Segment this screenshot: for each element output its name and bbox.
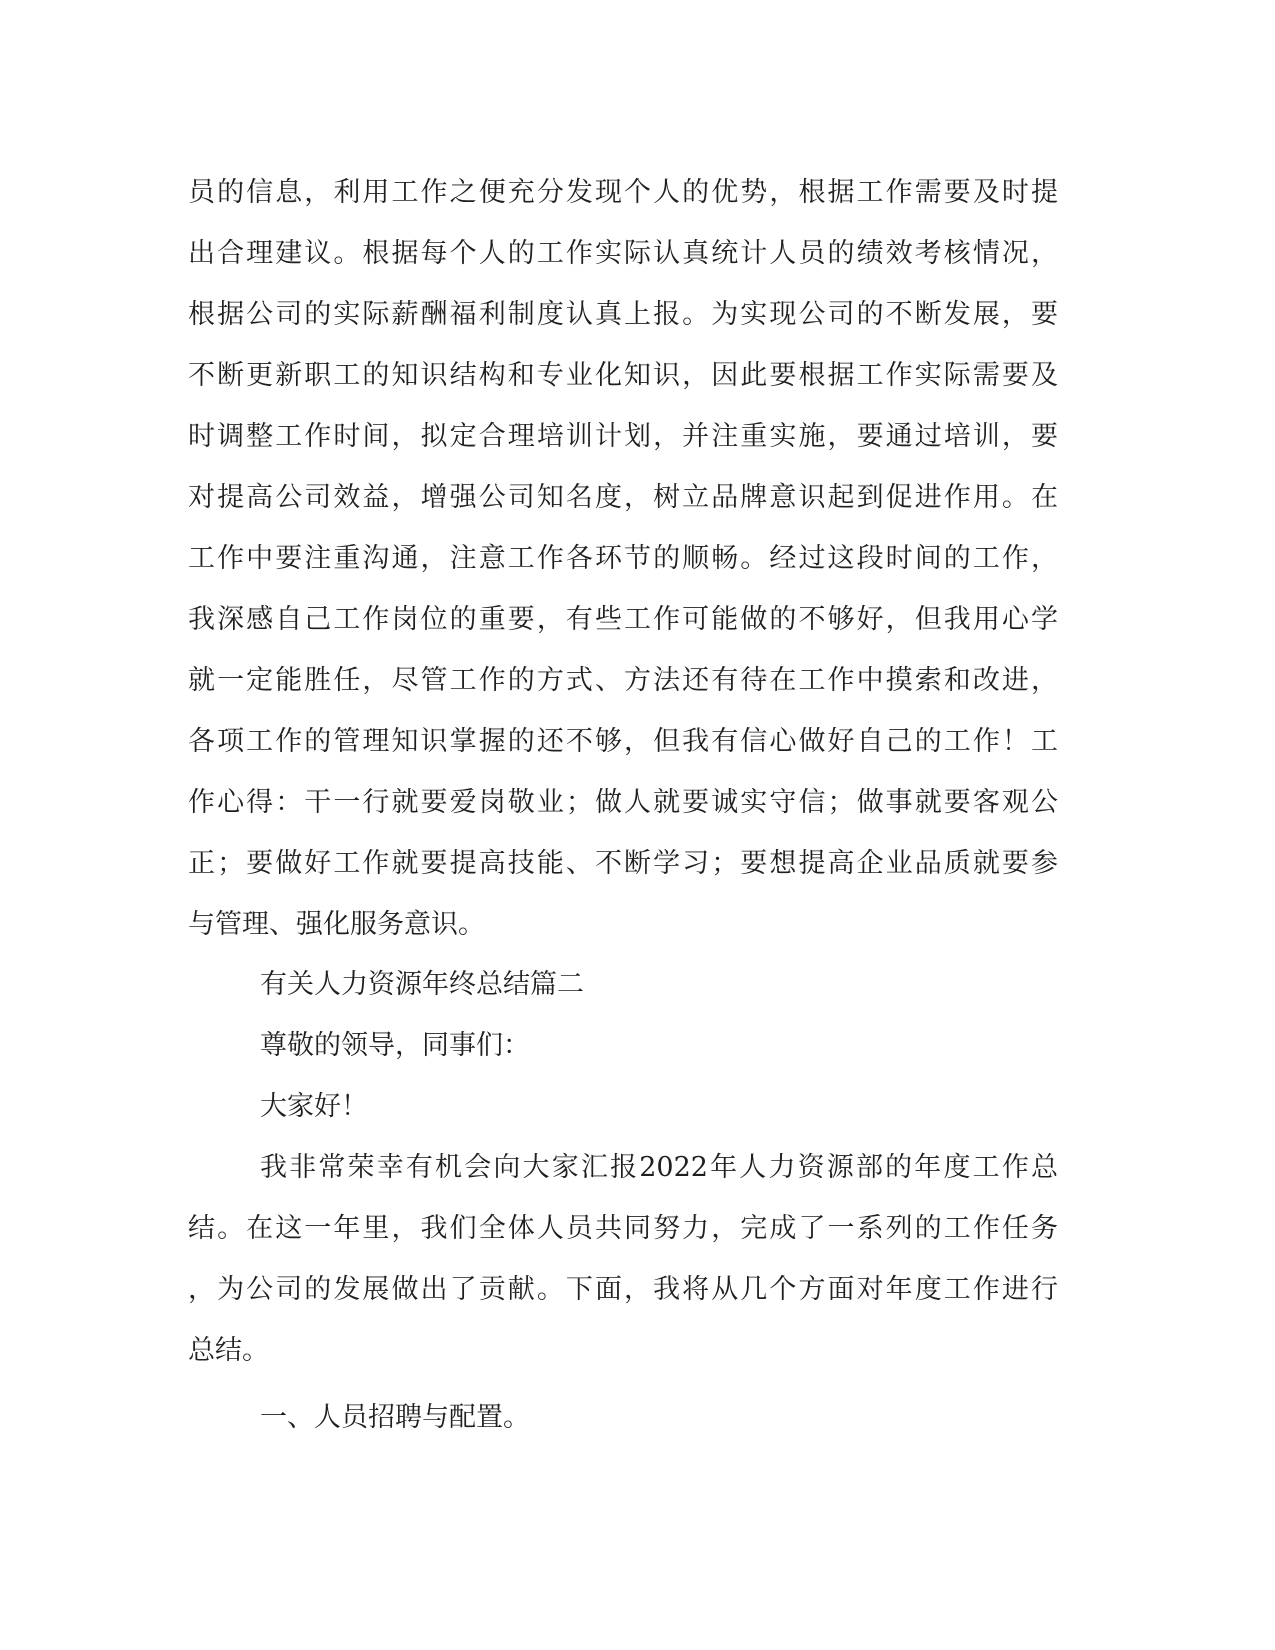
- paragraph-line: 我深感自己工作岗位的重要，有些工作可能做的不够好，但我用心学: [188, 604, 1058, 635]
- paragraph-line: 不断更新职工的知识结构和专业化知识，因此要根据工作实际需要及: [188, 360, 1058, 391]
- paragraph-last-line: 与管理、强化服务意识。: [188, 909, 485, 940]
- paragraph-line: 各项工作的管理知识掌握的还不够，但我有信心做好自己的工作！工: [188, 726, 1058, 757]
- paragraph-line: 出合理建议。根据每个人的工作实际认真统计人员的绩效考核情况，: [188, 238, 1058, 269]
- intro-line: ，为公司的发展做出了贡献。下面，我将从几个方面对年度工作进行: [188, 1274, 1058, 1305]
- paragraph-line: 作心得：干一行就要爱岗敬业；做人就要诚实守信；做事就要客观公: [188, 787, 1058, 818]
- salutation: 尊敬的领导，同事们：: [260, 1030, 530, 1061]
- subheading: 一、人员招聘与配置。: [260, 1402, 530, 1433]
- intro-line: 结。在这一年里，我们全体人员共同努力，完成了一系列的工作任务: [188, 1213, 1058, 1244]
- section-title: 有关人力资源年终总结篇二: [260, 969, 584, 1000]
- paragraph-line: 员的信息，利用工作之便充分发现个人的优势，根据工作需要及时提: [188, 177, 1058, 208]
- continued-paragraph: [188, 162, 1058, 955]
- intro-last-line: 总结。: [188, 1335, 269, 1366]
- intro-line: 我非常荣幸有机会向大家汇报2022年人力资源部的年度工作总: [260, 1152, 1058, 1183]
- paragraph-line: 正；要做好工作就要提高技能、不断学习；要想提高企业品质就要参: [188, 848, 1058, 879]
- paragraph-line: 对提高公司效益，增强公司知名度，树立品牌意识起到促进作用。在: [188, 482, 1058, 513]
- paragraph-line: 时调整工作时间，拟定合理培训计划，并注重实施，要通过培训，要: [188, 421, 1058, 452]
- paragraph-line: 就一定能胜任，尽管工作的方式、方法还有待在工作中摸索和改进，: [188, 665, 1058, 696]
- paragraph-line: 工作中要注重沟通，注意工作各环节的顺畅。经过这段时间的工作，: [188, 543, 1058, 574]
- paragraph-line: 根据公司的实际薪酬福利制度认真上报。为实现公司的不断发展，要: [188, 299, 1058, 330]
- section-block: [188, 954, 1058, 1448]
- greeting: 大家好！: [260, 1091, 368, 1122]
